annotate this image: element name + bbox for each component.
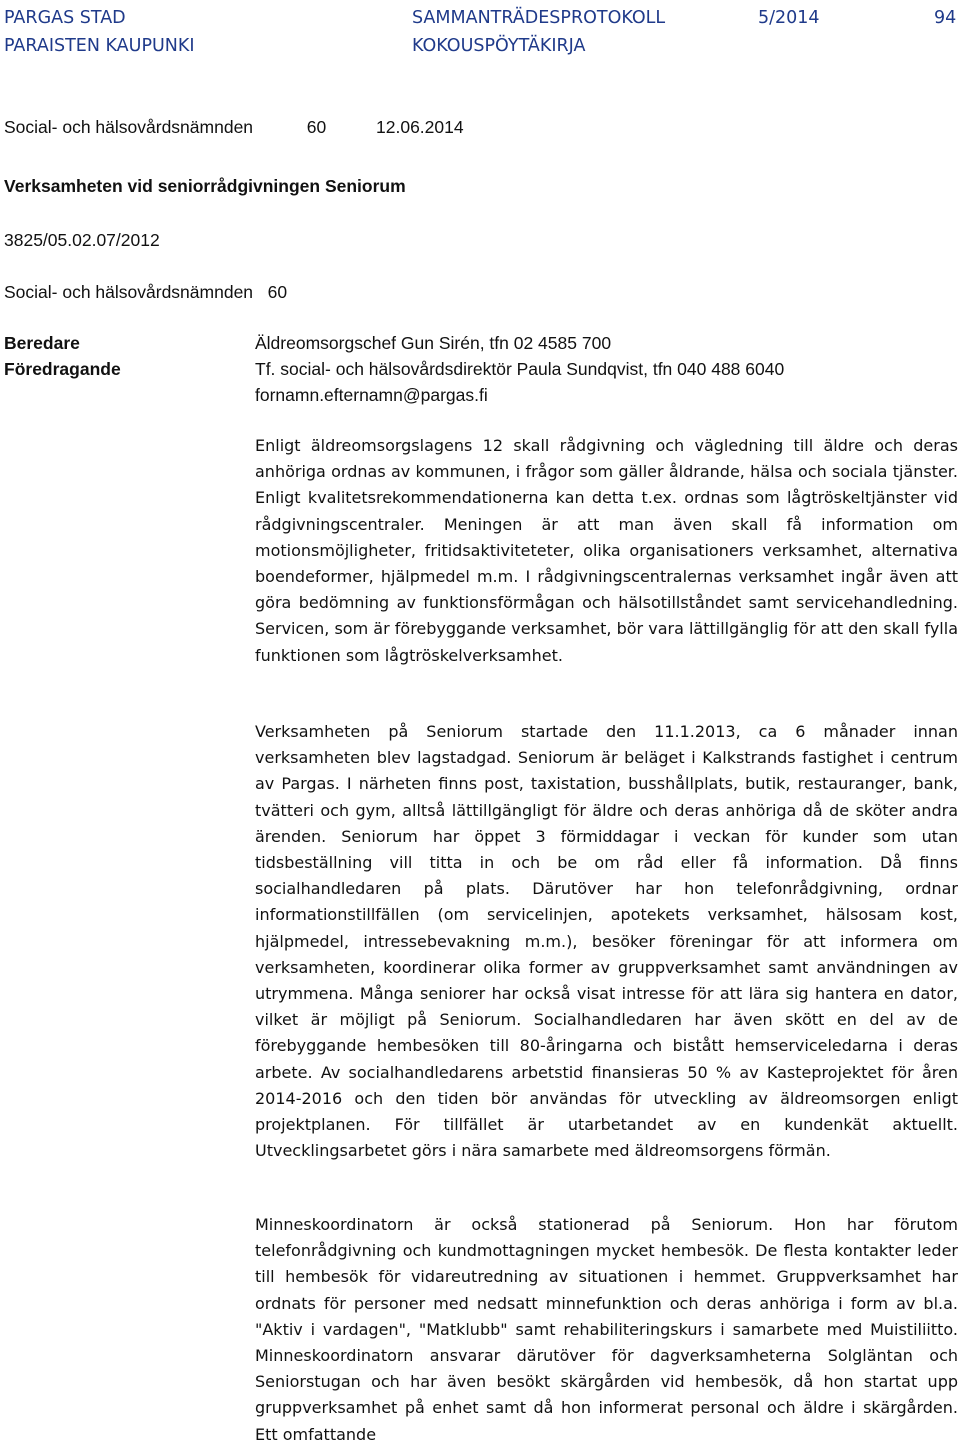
body-paragraph-2: Verksamheten på Seniorum startade den 11.1.2013, ca 6 månader innan verksamheten blev lagstadgad. Seniorum är beläget i Kalkstrands fastighet i centrum av Pargas. I närheten finns post, taxistation, busshållplats, butik, restauranger, bank, tvätteri och gym, alltså lättillgängligt för äldre och deras anhöriga då de sköter andra ärenden. Seniorum har öppet 3 förmiddagar i veckan för kunder som utan tidsbeställning vill titta in och be om råd eller få information. Då finns socialhandledaren på plats. Därutöver har hon telefonrådgivning, ordnar informationstillfällen (om servicelinjen, apotekets verksamhet, hälsosam kost, hjälpmedel, intressebevakning m.m.), besöker föreningar för att informera om verksamheten, koordinerar olika former av gruppverksamhet samt användningen av utrymmena. Många seniorer har också visat intresse för att lära sig hantera en dator, vilket är möjligt på Seniorum. Socialhandledaren har även skött en del av de förebyggande hembesöken till 80-åringarna och bistått hemserviceledarna i deras arbete. Av socialhandledarens arbetstid finansieras 50 % av Kasteprojektet för åren 2014-2016 och den tiden bör användas för utveckling av äldreomsorgen enligt projektplanen. För tillfället är utarbetandet av en kundenkät aktuellt. Utvecklingsarbetet görs i nära samarbete med äldreomsorgens förmän. [255,722,958,1161]
meeting-line [4,115,464,139]
organization-name [4,4,195,60]
body-paragraph-3: Minneskoordinatorn är också stationerad på Seniorum. Hon har förutom telefonrådgivning och kundmottagningen mycket hembesök. De flesta kontakter leder till hembesök för vidareutredning av situationen i hemmet. Gruppverksamhet har ordnats för personer med nedsatt minnefunktion och deras anhöriga i form av bl.a. "Aktiv i vardagen", "Matklubb" samt rehabiliteringskurs i samarbete med Muistiliitto. Minneskoordinatorn ansvarar därutöver för dagverksamheterna Solgläntan och Seniorstugan och har även besökt skärgården vid hembesök, då hon startat upp gruppverksamhet på enhet samt då hon informerat personal och äldre i skärgården. Ett omfattande [255,1215,958,1444]
body-paragraph-1: Enligt äldreomsorgslagens 12 skall rådgivning och vägledning till äldre och deras anhöriga ordnas av kommunen, i frågor som gäller åldrande, hälsa och sociala tjänster. Enligt kvalitetsrekommendationerna kan detta t.ex. ordnas som lågtröskeltjänster vid rådgivningscentraler. Meningen är att man även skall få information om motionsmöjligheter, fritidsaktiviteteter, olika organisationers verksamhet, alternativa boendeformer, hjälpmedel m.m. I rådgivningscentralernas verksamhet ingår även att göra bedömning av funktionsförmågan och hälsotillståndet samt servicehandledning. Servicen, som är förebyggande verksamhet, bör vara lättillgänglig för att den skall fylla funktionen som lågtröskelverksamhet. [255,436,958,665]
document-type-fi: KOKOUSPÖYTÄKIRJA [412,36,586,56]
organization-name-fi: PARAISTEN KAUPUNKI [4,36,195,56]
meeting-section: 60 [306,117,327,137]
email-address: fornamn.efternamn@pargas.fi [255,385,488,405]
document-type [412,4,665,60]
organization-name-sv: PARGAS STAD [4,8,126,28]
meeting-body: Social- och hälsovårdsnämnden [4,117,254,137]
roles-values [255,330,784,408]
page-number: 94 [934,8,957,28]
beredare-value: Äldreomsorgschef Gun Sirén, tfn 02 4585 700 [255,333,612,353]
issue-number: 5/2014 [758,8,820,28]
foredragande-value: Tf. social- och hälsovårdsdirektör Paula Sundqvist, tfn 040 488 6040 [255,359,785,379]
section-reference: Social- och hälsovårdsnämnden 60 [4,282,288,302]
case-number: 3825/05.02.07/2012 [4,230,160,250]
page-title: Verksamheten vid seniorrådgivningen Seniorum [4,176,406,196]
meeting-date: 12.06.2014 [376,117,464,137]
document-type-sv: SAMMANTRÄDESPROTOKOLL [412,8,666,28]
foredragande-label: Föredragande [4,359,121,379]
beredare-label: Beredare [4,333,80,353]
